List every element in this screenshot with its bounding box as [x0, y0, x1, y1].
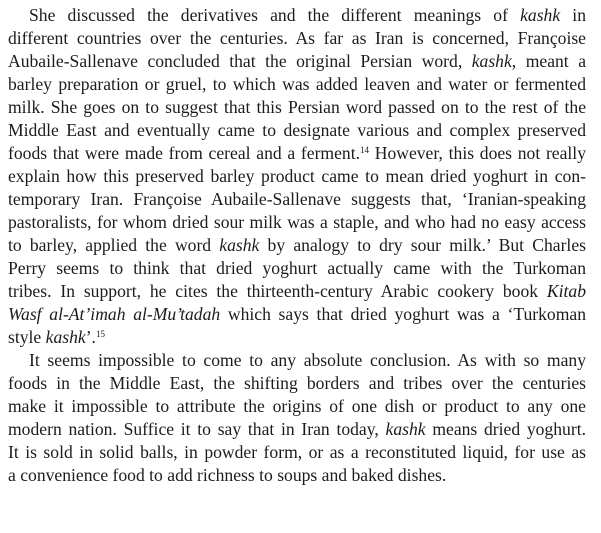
p2-line-2: [0, 372, 601, 395]
p2-line-1: [0, 349, 601, 372]
line-text: explain how this preserved barley product came to mean dried yoghurt in con-: [8, 166, 586, 186]
p1-line-3: [0, 50, 601, 73]
line-text: Wasf al-At’imah al-Mu’tadah which says that dried yoghurt was a ‘Turkoman: [8, 304, 586, 324]
p1-line-6: [0, 119, 601, 142]
line-text: different countries over the centuries. As far as Iran is concerned, Françoise: [8, 28, 586, 48]
p2-line-5: [0, 441, 601, 464]
line-text: tribes. In support, he cites the thirteenth-century Arabic cookery book Kitab: [8, 281, 586, 301]
line-text: It is sold in solid balls, in powder form, or as a reconstituted liquid, for use as: [8, 442, 586, 462]
line-text: style kashk’.$^{15}$: [8, 327, 105, 347]
p1-line-12: [0, 257, 601, 280]
line-text: Aubaile-Sallenave concluded that the original Persian word, kashk, meant a: [8, 51, 587, 71]
p1-line-4: [0, 73, 601, 96]
line-text: pastoralists, for whom dried sour milk was a staple, and who had no easy access: [8, 212, 586, 232]
line-text: a convenience food to add richness to soups and baked dishes.: [8, 465, 447, 485]
line-text: barley preparation or gruel, to which was added leaven and water or fermented: [8, 74, 586, 94]
p1-line-15: [0, 326, 601, 349]
line-text: to barley, applied the word kashk by analogy to dry sour milk.’ But Charles: [8, 235, 586, 255]
line-text: make it impossible to attribute the origins of one dish or product to any one: [8, 396, 586, 416]
p1-line-1: [0, 4, 601, 27]
line-text: Perry seems to think that dried yoghurt actually came with the Turkoman: [8, 258, 586, 278]
line-text: milk. She goes on to suggest that this Persian word passed on to the rest of the: [8, 97, 586, 117]
p1-line-2: [0, 27, 601, 50]
p1-line-8: [0, 165, 601, 188]
p1-line-13: [0, 280, 601, 303]
p1-line-10: [0, 211, 601, 234]
line-text: Middle East and eventually came to designate various and complex preserved: [8, 120, 586, 140]
p2-line-6: [0, 464, 601, 487]
line-text: foods in the Middle East, the shifting borders and tribes over the centuries: [8, 373, 586, 393]
p1-line-11: [0, 234, 601, 257]
line-text: foods that were made from cereal and a ferment.$^{14}$ However, this does not really: [8, 143, 586, 163]
p1-line-9: [0, 188, 601, 211]
line-text: She discussed the derivatives and the different meanings of kashk in: [29, 5, 586, 25]
p2-line-4: [0, 418, 601, 441]
p1-line-5: [0, 96, 601, 119]
p2-line-3: [0, 395, 601, 418]
line-text: temporary Iran. Françoise Aubaile-Sallenave suggests that, ‘Iranian-speaking: [8, 189, 586, 209]
p1-line-7: [0, 142, 601, 165]
p1-line-14: [0, 303, 601, 326]
line-text: It seems impossible to come to any absolute conclusion. As with so many: [29, 350, 586, 370]
line-text: modern nation. Suffice it to say that in Iran today, kashk means dried yoghurt.: [8, 419, 586, 439]
